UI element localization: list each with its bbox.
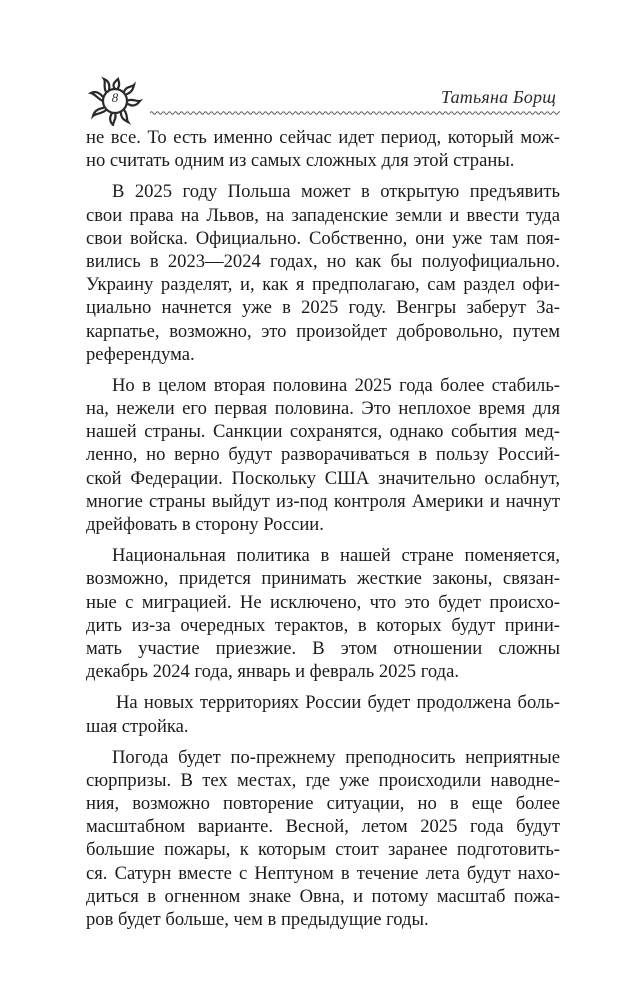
text-line: диться в огненном знаке Овна, и потому масштаб пожа-: [86, 885, 560, 907]
paragraph: [86, 180, 560, 366]
wavy-rule-svg: [150, 109, 560, 117]
text-line: циально начнется уже в 2025 году. Венгры заберут За-: [86, 297, 560, 319]
text-line: ской Федерации. Поскольку США значительно ослабнут,: [86, 467, 560, 489]
text-line: большие пожары, к которым стоит заранее подготовить-: [86, 839, 560, 861]
text-line: ные с миграцией. Не исключено, что это будет происхо-: [86, 591, 560, 613]
text-line: дрейфовать в сторону России.: [86, 514, 324, 535]
text-line: вились в 2023—2024 годах, но как бы полуофициально.: [86, 250, 560, 272]
text-line: шая стройка.: [86, 715, 189, 737]
paragraph: [86, 544, 560, 683]
text-line: сюрпризы. В тех местах, где уже происходили наводне-: [86, 769, 560, 791]
text-line: но считать одним из самых сложных для этой страны.: [86, 150, 515, 172]
text-line: масштабном варианте. Весной, летом 2025 года будут: [86, 816, 560, 838]
text-line: Погода будет по-прежнему преподносить неприятные: [112, 746, 560, 768]
text-line: свои права на Львов, на западенские земли и ввести туда: [86, 204, 560, 226]
text-line: не все. То есть именно сейчас идет период, который мож-: [86, 127, 560, 148]
text-line: декабрь 2024 года, январь и февраль 2025 года.: [86, 661, 460, 683]
text-line: ленно, но верно будут разворачиваться в пользу Россий-: [86, 444, 560, 466]
text-line: ния, возможно повторение ситуации, но в еще более: [86, 793, 560, 815]
text-line: ров будет больше, чем в предыдущие годы.: [86, 909, 429, 930]
text-line: На новых территориях России будет продолжена боль-: [116, 692, 560, 714]
paragraph: [86, 126, 560, 172]
text-line: дить из-за очередных терактов, в которых будут прини-: [86, 614, 560, 636]
text-line: мать участие приезжие. В этом отношении сложны: [86, 637, 560, 659]
text-line: ся. Сатурн вместе с Нептуном в течение лета будут нахо-: [86, 862, 560, 884]
page-number: 8: [111, 90, 119, 105]
text-line: референдума.: [86, 343, 195, 365]
text-line: свои войска. Официально. Собственно, они уже там поя-: [86, 227, 560, 249]
text-line: многие страны выйдут из-под контроля Америки и начнут: [86, 490, 560, 512]
text-line: В 2025 году Польша может в открытую предъявить: [112, 181, 560, 203]
wavy-rule: [150, 109, 560, 117]
text-line: Национальная политика в нашей стране поменяется,: [112, 545, 560, 567]
text-line: на, нежели его первая половина. Это неплохое время для: [86, 398, 560, 420]
paragraph: [86, 691, 560, 737]
text-line: Но в целом вторая половина 2025 года более стабиль-: [112, 374, 560, 396]
text-line: возможно, придется принимать жесткие законы, связан-: [86, 568, 560, 590]
running-head-author: Татьяна Борщ: [441, 87, 556, 107]
body-text: [86, 126, 560, 931]
text-line: нашей страны. Санкции сохранятся, однако события мед-: [86, 421, 560, 443]
paragraph: [86, 746, 560, 932]
paragraph: [86, 374, 560, 536]
page-header: [0, 0, 618, 130]
text-line: Украину разделят, и, как я предполагаю, сам раздел офи-: [86, 274, 560, 296]
text-line: карпатье, возможно, это произойдет добровольно, путем: [86, 320, 560, 342]
